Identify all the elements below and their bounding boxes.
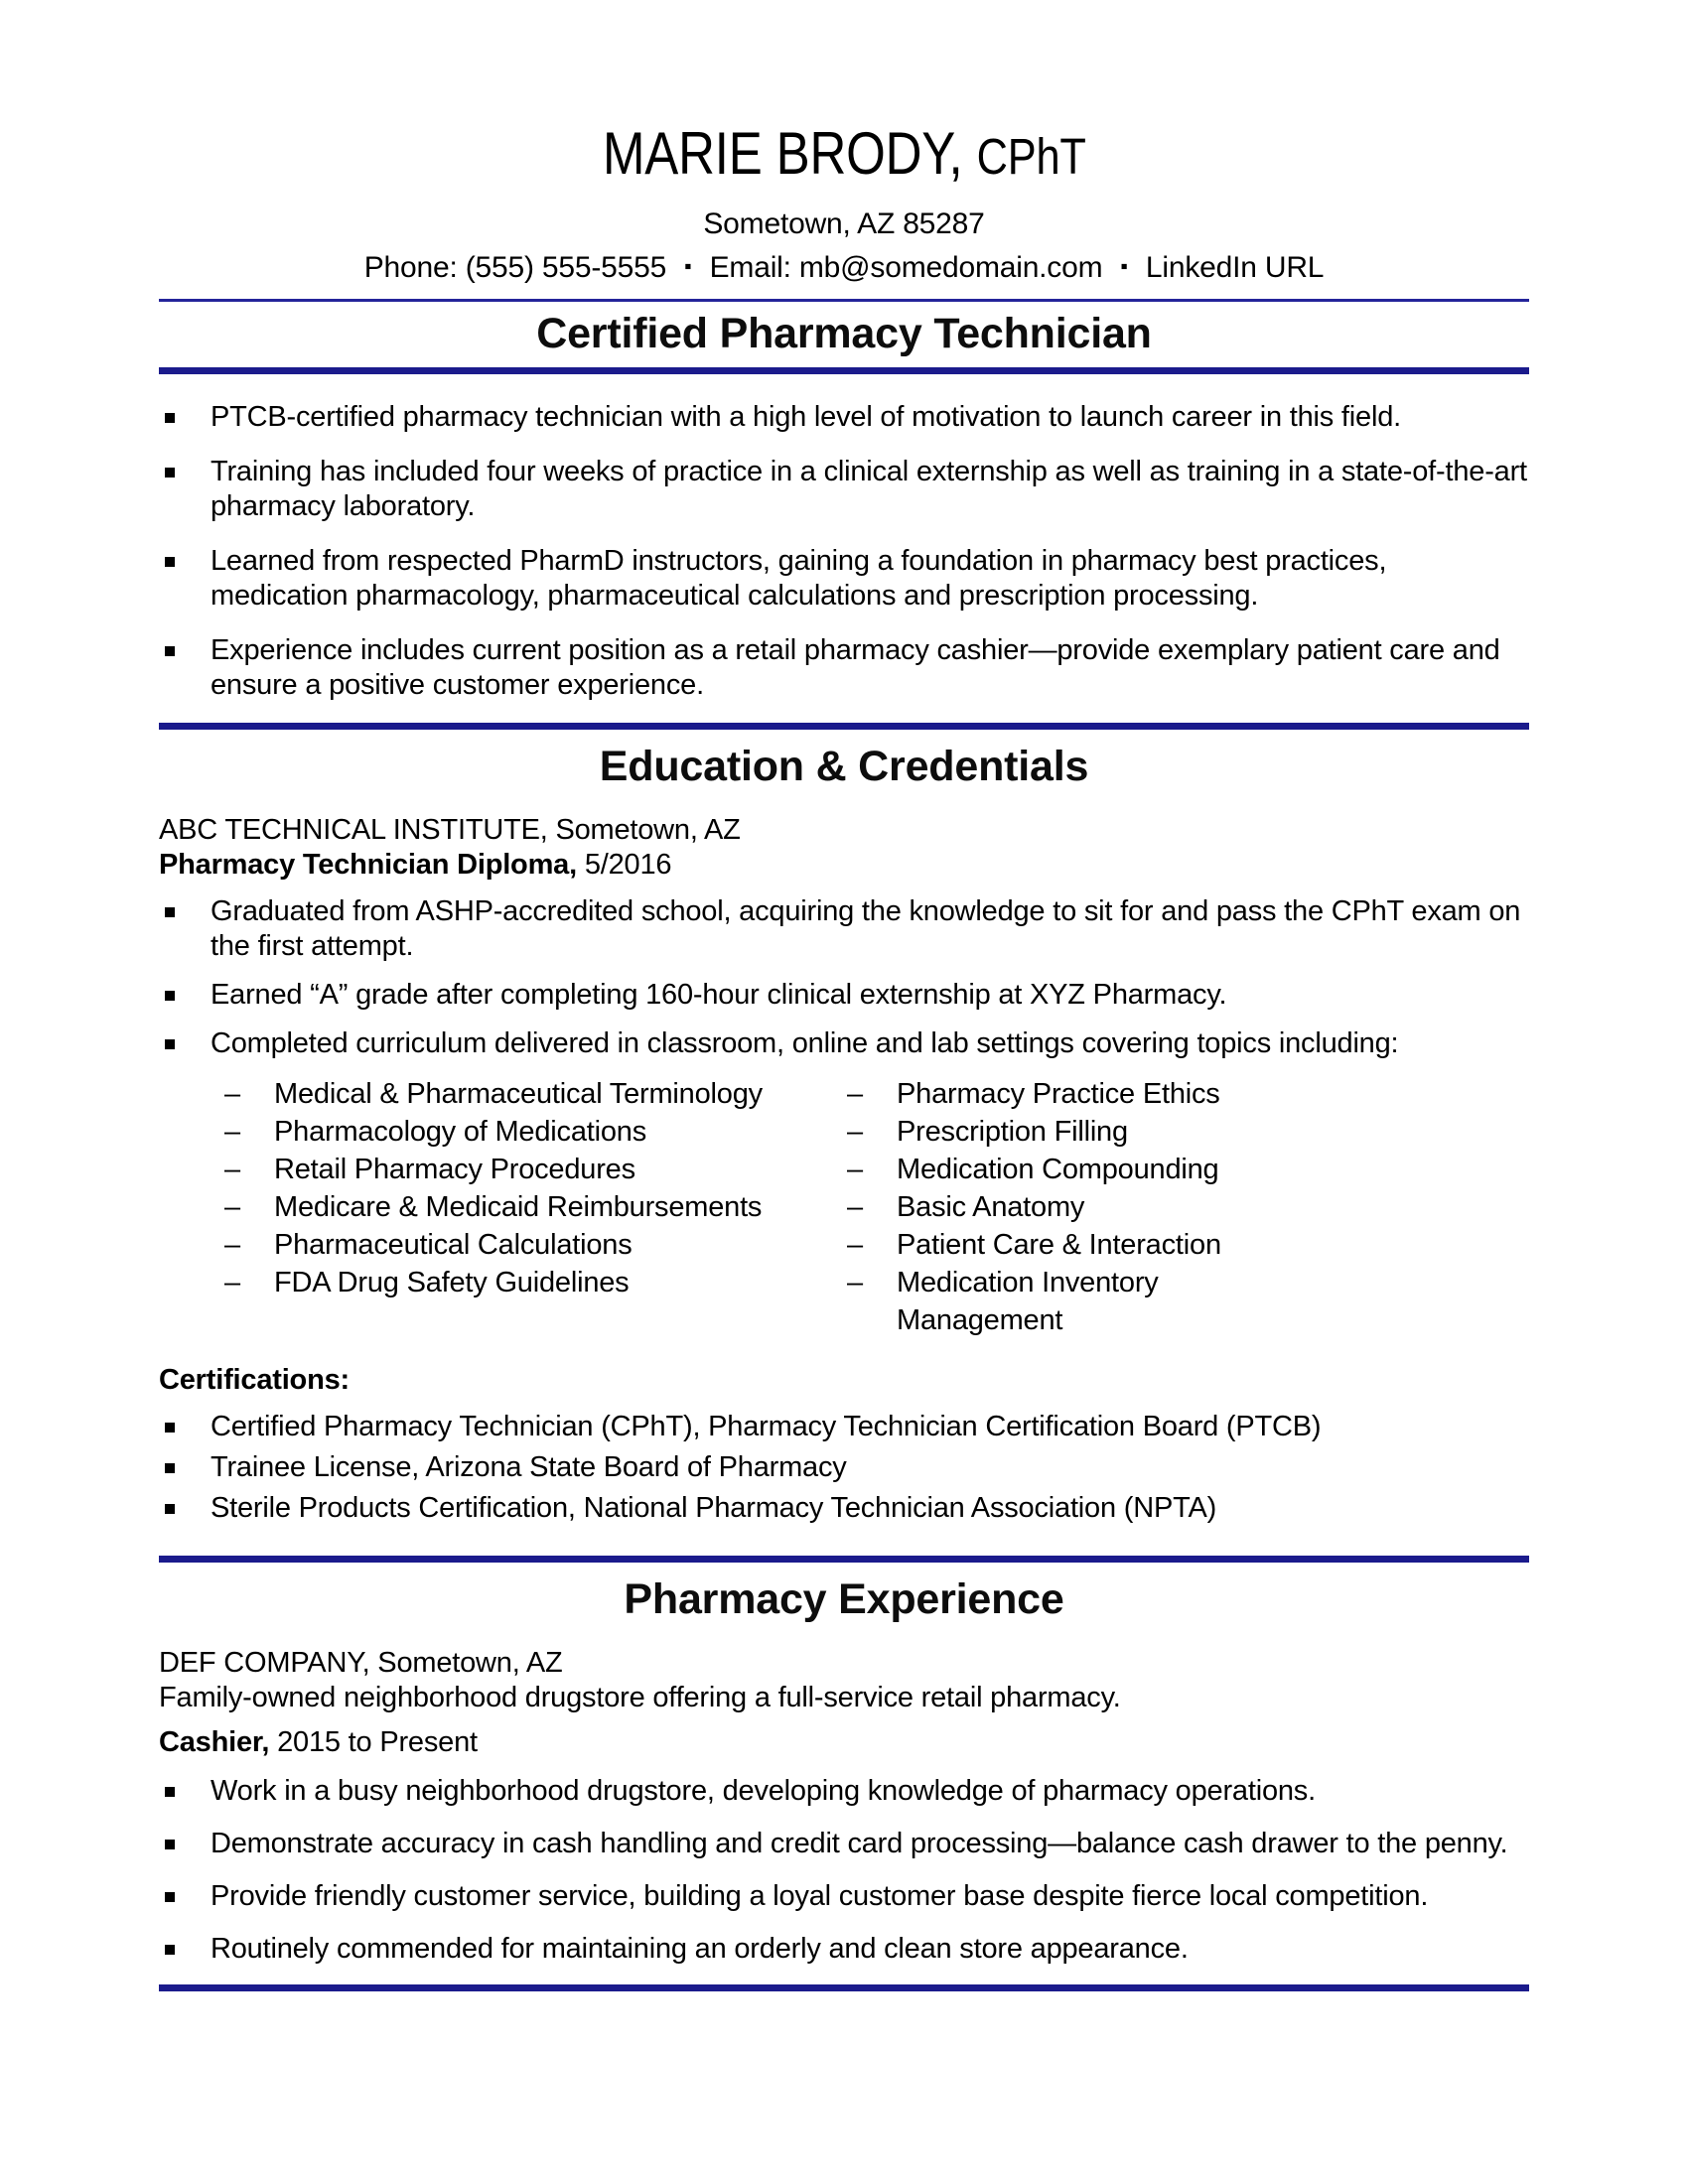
candidate-location: Sometown, AZ 85287: [703, 207, 985, 240]
topic-text: Medication Compounding: [897, 1154, 1219, 1185]
topic-text: Retail Pharmacy Procedures: [274, 1154, 635, 1185]
topic-text: FDA Drug Safety Guidelines: [274, 1267, 630, 1298]
certifications-list: [159, 1410, 1529, 1526]
education-institution: ABC TECHNICAL INSTITUTE, Sometown, AZ: [159, 814, 741, 846]
education-item-text: Completed curriculum delivered in classroom, online and lab settings covering topics including:: [211, 1027, 1399, 1059]
education-degree: Pharmacy Technician Diploma,: [159, 849, 577, 881]
summary-item-text: Learned from respected PharmD instructors, gaining a foundation in pharmacy best practices, medication pharmacology, pharmaceutical calculations and prescription processing.: [211, 545, 1387, 612]
list-item: [159, 894, 1529, 964]
list-item: [159, 544, 1529, 614]
list-item: [847, 1151, 1274, 1188]
list-item: [847, 1113, 1274, 1151]
certifications-label: Certifications:: [159, 1364, 350, 1396]
summary-item-text: Experience includes current position as a retail pharmacy cashier—provide exemplary patient care and ensure a positive customer experience.: [211, 634, 1500, 701]
summary-item-text: Training has included four weeks of practice in a clinical externship as well as training in a state-of-the-art pharmacy laboratory.: [211, 456, 1527, 522]
topic-text: Medical & Pharmaceutical Terminology: [274, 1078, 763, 1110]
summary-list: [159, 400, 1529, 703]
list-item: [224, 1226, 847, 1264]
summary-item-text: PTCB-certified pharmacy technician with a high level of motivation to launch career in this field.: [211, 401, 1401, 433]
certification-text: Trainee License, Arizona State Board of Pharmacy: [211, 1451, 847, 1483]
list-item: [159, 400, 1529, 435]
education-degree-line: [159, 848, 1529, 883]
education-item-text: Earned “A” grade after completing 160-hour clinical externship at XYZ Pharmacy.: [211, 979, 1227, 1011]
education-list: [159, 894, 1529, 1061]
section-title-education: Education & Credentials: [599, 743, 1089, 790]
list-item: [847, 1264, 1274, 1339]
list-item: [847, 1226, 1274, 1264]
list-item: [847, 1075, 1274, 1113]
topic-text: Pharmacology of Medications: [274, 1116, 647, 1148]
section-divider: [159, 1556, 1529, 1563]
list-item: [159, 1932, 1529, 1967]
list-item: [224, 1188, 847, 1226]
closing-divider: [159, 1984, 1529, 1991]
list-item: [159, 1774, 1529, 1809]
experience-job-line: [159, 1725, 1529, 1760]
certification-text: Sterile Products Certification, National Pharmacy Technician Association (NPTA): [211, 1492, 1217, 1524]
list-item: [159, 1491, 1529, 1526]
list-item: [159, 1827, 1529, 1861]
list-item: [159, 1450, 1529, 1485]
education-item-text: Graduated from ASHP-accredited school, acquiring the knowledge to sit for and pass the CPhT exam on the first attempt.: [211, 895, 1521, 962]
education-degree-date: 5/2016: [584, 849, 672, 881]
experience-item-text: Work in a busy neighborhood drugstore, developing knowledge of pharmacy operations.: [211, 1775, 1316, 1807]
section-title-experience: Pharmacy Experience: [624, 1575, 1064, 1623]
list-item: [159, 1879, 1529, 1914]
experience-job-title: Cashier,: [159, 1726, 270, 1758]
header-divider: [159, 299, 1529, 302]
contact-linkedin: LinkedIn URL: [1145, 251, 1325, 284]
topic-text: Patient Care & Interaction: [897, 1229, 1221, 1261]
headline-title: Certified Pharmacy Technician: [536, 310, 1152, 357]
experience-item-text: Demonstrate accuracy in cash handling and credit card processing—balance cash drawer to the penny.: [211, 1828, 1508, 1859]
square-separator-icon: ▪: [684, 255, 692, 278]
experience-item-text: Routinely commended for maintaining an orderly and clean store appearance.: [211, 1933, 1189, 1965]
experience-company-description: Family-owned neighborhood drugstore offering a full-service retail pharmacy.: [159, 1682, 1121, 1713]
list-item: [159, 455, 1529, 524]
topics-column-right: [847, 1075, 1274, 1339]
experience-list: [159, 1774, 1529, 1967]
experience-item-text: Provide friendly customer service, building a loyal customer base despite fierce local competition.: [211, 1880, 1429, 1912]
section-divider: [159, 723, 1529, 730]
contact-line: [159, 248, 1529, 286]
list-item: [159, 1410, 1529, 1444]
certification-text: Certified Pharmacy Technician (CPhT), Pharmacy Technician Certification Board (PTCB): [211, 1411, 1322, 1442]
topic-text: Prescription Filling: [897, 1116, 1128, 1148]
curriculum-topics: [159, 1075, 1529, 1339]
square-separator-icon: ▪: [1120, 255, 1128, 278]
candidate-name-text: MARIE BRODY,: [602, 120, 963, 187]
candidate-credential: CPhT: [976, 128, 1086, 185]
list-item: [224, 1264, 847, 1301]
topics-column-left: [224, 1075, 847, 1339]
candidate-name: [159, 121, 1529, 190]
list-item: [224, 1075, 847, 1113]
topic-text: Medication Inventory Management: [897, 1267, 1159, 1336]
list-item: [159, 978, 1529, 1013]
section-divider: [159, 367, 1529, 374]
experience-company: DEF COMPANY, Sometown, AZ: [159, 1647, 563, 1679]
list-item: [159, 1026, 1529, 1061]
list-item: [159, 633, 1529, 703]
experience-job-dates: 2015 to Present: [277, 1726, 478, 1758]
list-item: [224, 1151, 847, 1188]
topic-text: Pharmaceutical Calculations: [274, 1229, 633, 1261]
topic-text: Pharmacy Practice Ethics: [897, 1078, 1220, 1110]
contact-email: Email: mb@somedomain.com: [709, 251, 1103, 284]
topic-text: Medicare & Medicaid Reimbursements: [274, 1191, 763, 1223]
list-item: [224, 1113, 847, 1151]
list-item: [847, 1188, 1274, 1226]
topic-text: Basic Anatomy: [897, 1191, 1085, 1223]
contact-phone: Phone: (555) 555-5555: [363, 251, 667, 284]
